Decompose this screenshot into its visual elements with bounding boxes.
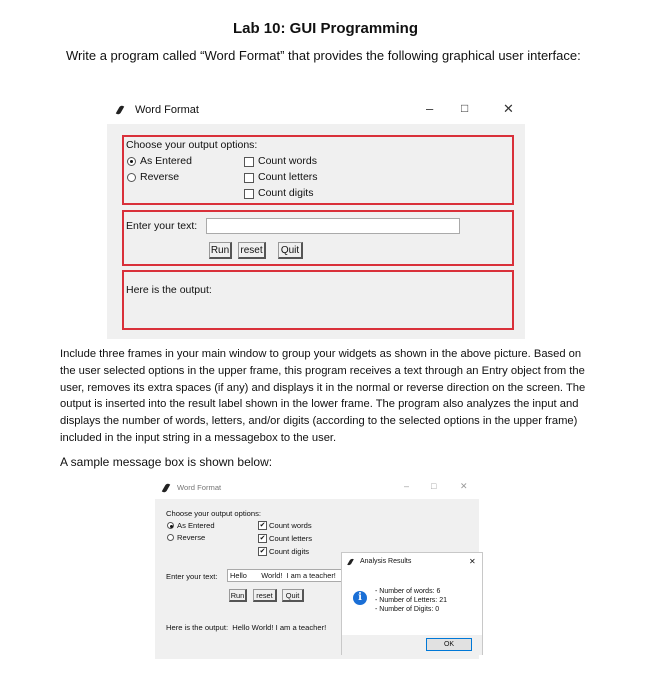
title-bar [107,96,525,124]
checkbox-count-words[interactable]: ✔ [259,522,266,529]
output-label: Here is the output: [126,284,212,296]
entry-label: Enter your text: [166,572,218,581]
sample-label: A sample message box is shown below: [60,455,273,469]
window-title: Word Format [177,483,222,492]
window-title: Word Format [135,104,199,116]
entry-label: Enter your text: [126,220,198,232]
letters-count-line: - Number of Letters: 21 [375,597,447,604]
close-button[interactable]: ✕ [469,557,476,566]
close-button[interactable]: ✕ [503,101,514,116]
radio-as-entered[interactable] [167,522,174,529]
radio-reverse-label: Reverse [177,533,206,542]
quit-button[interactable]: Quit [282,589,304,602]
checkbox-count-letters[interactable] [244,173,254,183]
run-button[interactable]: Run [229,589,247,602]
title-bar [155,477,479,499]
radio-as-entered-label: As Entered [140,155,192,167]
radio-as-entered[interactable] [127,157,136,166]
messagebox-body [342,572,482,636]
count-digits-label: Count digits [269,547,310,556]
count-words-label: Count words [258,155,317,167]
analysis-results-messagebox [341,552,483,655]
checkbox-count-words[interactable] [244,157,254,167]
input-frame [122,210,514,266]
output-label: Here is the output: Hello World! I am a teacher! [166,623,327,632]
output-frame [122,270,514,330]
messagebox-title: Analysis Results [360,558,412,565]
text-entry[interactable] [206,218,460,234]
quit-button[interactable]: Quit [278,242,303,259]
checkbox-count-digits[interactable]: ✔ [259,548,266,555]
minimize-button[interactable]: – [404,481,410,491]
feather-icon [347,558,354,566]
ok-button[interactable]: OK [426,638,472,651]
checkbox-count-digits[interactable] [244,189,254,199]
radio-reverse-label: Reverse [140,171,180,183]
options-frame [122,135,514,205]
run-button[interactable]: Run [209,242,232,259]
info-icon: i [353,591,367,605]
intro-text: Write a program called “Word Format” that provides the following graphical user interface: [66,48,581,63]
options-label: Choose your output options: [166,509,261,518]
close-button[interactable]: ✕ [460,481,468,491]
reset-button[interactable]: reset [238,242,266,259]
description-paragraph: Include three frames in your main window to group your widgets as shown in the above picture. Based on the user selected options in the upper frame, this program receives a text through an Entry object from the user, removes its extra spaces (if any) and displays it in the normal or reverse direction on the screen. The output is inserted into the result label shown in the lower frame. The program also analyzes the input and displays the number of words, letters, and/or digits (according to the selected options in the upper frame) included in the input string in a messagebox to the user. [60,348,586,444]
page-title: Lab 10: GUI Programming [232,20,419,37]
maximize-button[interactable]: □ [431,481,437,491]
count-letters-label: Count letters [258,171,318,183]
count-letters-label: Count letters [269,534,313,543]
radio-as-entered-label: As Entered [177,521,215,530]
feather-icon [116,105,124,116]
count-digits-label: Count digits [258,187,314,199]
digits-count-line: - Number of Digits: 0 [375,606,440,613]
count-words-label: Count words [269,521,312,530]
minimize-button[interactable]: – [426,101,434,116]
text-entry[interactable]: Hello World! I am a teacher! [227,569,343,582]
word-format-window [107,96,525,339]
reset-button[interactable]: reset [253,589,277,602]
feather-icon [162,483,170,494]
maximize-button[interactable]: □ [461,101,469,115]
words-count-line: - Number of words: 6 [375,588,441,595]
radio-reverse[interactable] [167,534,174,541]
messagebox-footer [342,635,482,655]
options-label: Choose your output options: [126,139,258,151]
checkbox-count-letters[interactable]: ✔ [259,535,266,542]
radio-reverse[interactable] [127,173,136,182]
